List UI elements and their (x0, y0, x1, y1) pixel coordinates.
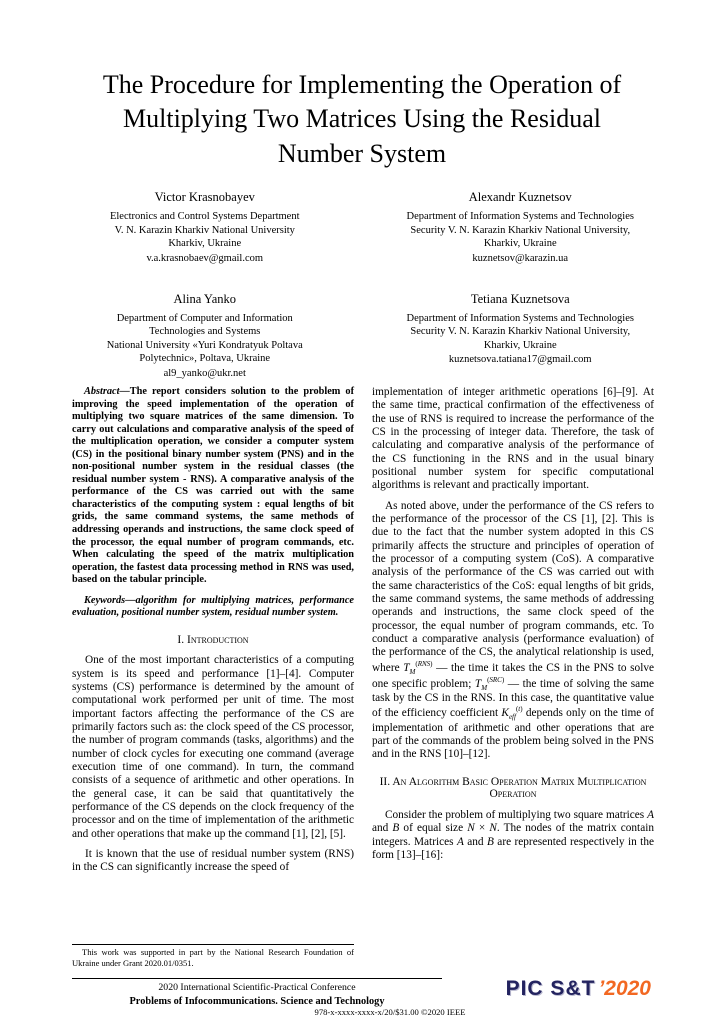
author-affiliation-line: Polytechnic», Poltava, Ukraine (139, 353, 271, 365)
author-affiliation-line: Kharkiv, Ukraine (168, 238, 242, 250)
picst-logo (506, 977, 651, 1001)
author-name: Victor Krasnobayev (154, 190, 255, 204)
author-card-yanko (60, 292, 350, 381)
performance-analysis-paragraph: As noted above, under the performance of the CS refers to the performance of the processor of the CS [1], [2]. This is due to the fact that the number system adopted in this CS primarily affects the structure and principles of operation of the processor of a computing system (CoS). A comparative analysis of the performance of the CS was carried out with the same characteristics of the CoS: equal lengths of bit grids, the same command systems, the same methods of addressing operands and instructions, the same clock speed of the processor, the equal number of program commands, etc. To conduct a comparative analysis (performance evaluation) of the performance of the CS, the analytical relationship is used, where $T_M^{(RNS)}$ — the time it takes the CS in the PNS to solve one specific problem; $T_M^{(SRC)}$ — the time of solving the same task by the CS in the RNS. In this case, the quantitative value of the efficiency coefficient $K_{eff}^{(t)}$ depends only on the time of implementation of arithmetic and other operations that are part of the commands of the problem being solved in the PNS and in the RNS [10]–[12]. (372, 499, 655, 761)
right-column (372, 386, 654, 862)
keywords-text: algorithm for multiplying matrices, performance evaluation, positional number system, residual number system. (72, 594, 354, 619)
authors-block (60, 190, 665, 381)
author-affiliation-line: Security V. N. Karazin Kharkiv National University, (410, 326, 631, 338)
author-email: v.a.krasnobaev@gmail.com (146, 252, 264, 264)
title-line-3: Number System (277, 138, 447, 168)
matrix-problem-paragraph: Consider the problem of multiplying two square matrices A and B of equal size N × N. The nodes of the matrix contain integers. Matrices A and B are represented respectively in the form [13]–[16]: (372, 808, 654, 861)
introduction-paragraph-1: One of the most important characteristics of a computing system is its speed and performance [1]–[4]. Computer systems (CS) performance is determined by the amount of computational work performed per unit of time. The most important factors affecting the performance of the CS are primarily factors such as: the clock speed of the CS processor, the number of program commands (tasks, algorithms) and the number of clock cycles for executing one command (average execution time of one command). In turn, the command consists of a sequence of arithmetic and other operations. In the general case, it can be said that quantitatively the performance of the CS depends on the clock frequency of the processor and on the time of implementation of the arithmetic and other operations that make up the command [1], [2], [5]. (72, 654, 354, 840)
keywords-paragraph (72, 595, 354, 620)
conference-name: 2020 International Scientific-Practical Conference (158, 982, 356, 993)
author-affiliation-line: Department of Information Systems and Technologies (406, 312, 634, 324)
author-card-kuznetsova (376, 292, 666, 381)
author-email: kuznetsova.tatiana17@gmail.com (448, 354, 592, 366)
funding-footnote-text: This work was supported in part by the National Research Foundation of Ukraine under Grant 2020.01/0351. (72, 947, 354, 968)
author-email: al9_yanko@ukr.net (163, 368, 246, 380)
abstract-label: Abstract— (84, 386, 130, 397)
author-affiliation-line: Technologies and Systems (149, 326, 261, 338)
author-affiliation-line: Kharkiv, Ukraine (483, 238, 557, 250)
picst-logo-text: PIC S&T (505, 977, 596, 1000)
introduction-continuation-paragraph: implementation of integer arithmetic operations [6]–[9]. At the same time, practical confirmation of the effectiveness of the use of RNS is required to increase the performance of the CS in the processing of integer data. Therefore, the task of calculating and comparative analysis of the performance of the CS functioning in the RNS and in the usual binary positional number system for specific computational algorithms is relevant and practically important. (372, 386, 654, 492)
paper-title (62, 68, 662, 171)
section-heading-algorithm: II. An Algorithm Basic Operation Matrix Multiplication Operation (379, 775, 647, 801)
author-name: Alina Yanko (173, 291, 236, 306)
title-line-2: Multiplying Two Matrices Using the Residual (123, 104, 601, 134)
conference-footer (72, 978, 442, 1008)
author-affiliation-line: Electronics and Control Systems Department (109, 211, 300, 222)
abstract-paragraph (72, 386, 354, 587)
author-affiliation-line: Security V. N. Karazin Kharkiv National University, (410, 224, 631, 236)
left-column (72, 386, 354, 875)
author-card-kuznetsov (376, 190, 666, 266)
keywords-label: Keywords— (84, 594, 136, 606)
copyright-line: 978-x-xxxx-xxxx-x/20/$31.00 ©2020 IEEE (314, 1007, 466, 1017)
author-affiliation-line: V. N. Karazin Kharkiv National University (114, 224, 295, 236)
author-affiliation-line: National University «Yuri Kondratyuk Poltava (106, 339, 303, 351)
section-heading-introduction: I. Introduction (177, 633, 249, 646)
author-affiliation-line: Kharkiv, Ukraine (483, 339, 557, 351)
author-card-krasnobayev (60, 190, 350, 266)
title-line-1: The Procedure for Implementing the Operation of (102, 70, 622, 99)
author-affiliation-line: Department of Computer and Information (116, 312, 293, 324)
abstract-text: The report considers solution to the problem of improving the speed implementation of the operation of multiplying two square matrices of the same dimension. To carry out calculations and comparative analysis of the speed of the multiplication operation, we consider a computer system (CS) in the positional binary number system (PNS) and in the non-positional number system in the residual classes (the residual number system - RNS). A comparative analysis of the performance of the CS was carried out with the same characteristics of the computing system : equal lengths of bit grids, the same command systems, the same methods of addressing operands and instructions, the same clock speed of the processor, the equal number of program commands, etc. When calculating the speed of the matrix multiplication operation, the fastest data processing method in RNS was used, based on the tabular principle. (72, 386, 354, 586)
author-email: kuznetsov@karazin.ua (472, 252, 569, 264)
author-name: Tetiana Kuznetsova (470, 291, 570, 306)
picst-logo-year: ’2020 (598, 977, 651, 1000)
funding-footnote (72, 944, 354, 968)
author-name: Alexandr Kuznetsov (468, 190, 572, 204)
conference-title: Problems of Infocommunications. Science and Technology (129, 995, 385, 1007)
introduction-paragraph-2: It is known that the use of residual number system (RNS) in the CS can significantly increase the speed of (72, 848, 354, 874)
author-affiliation-line: Department of Information Systems and Technologies (406, 211, 634, 222)
